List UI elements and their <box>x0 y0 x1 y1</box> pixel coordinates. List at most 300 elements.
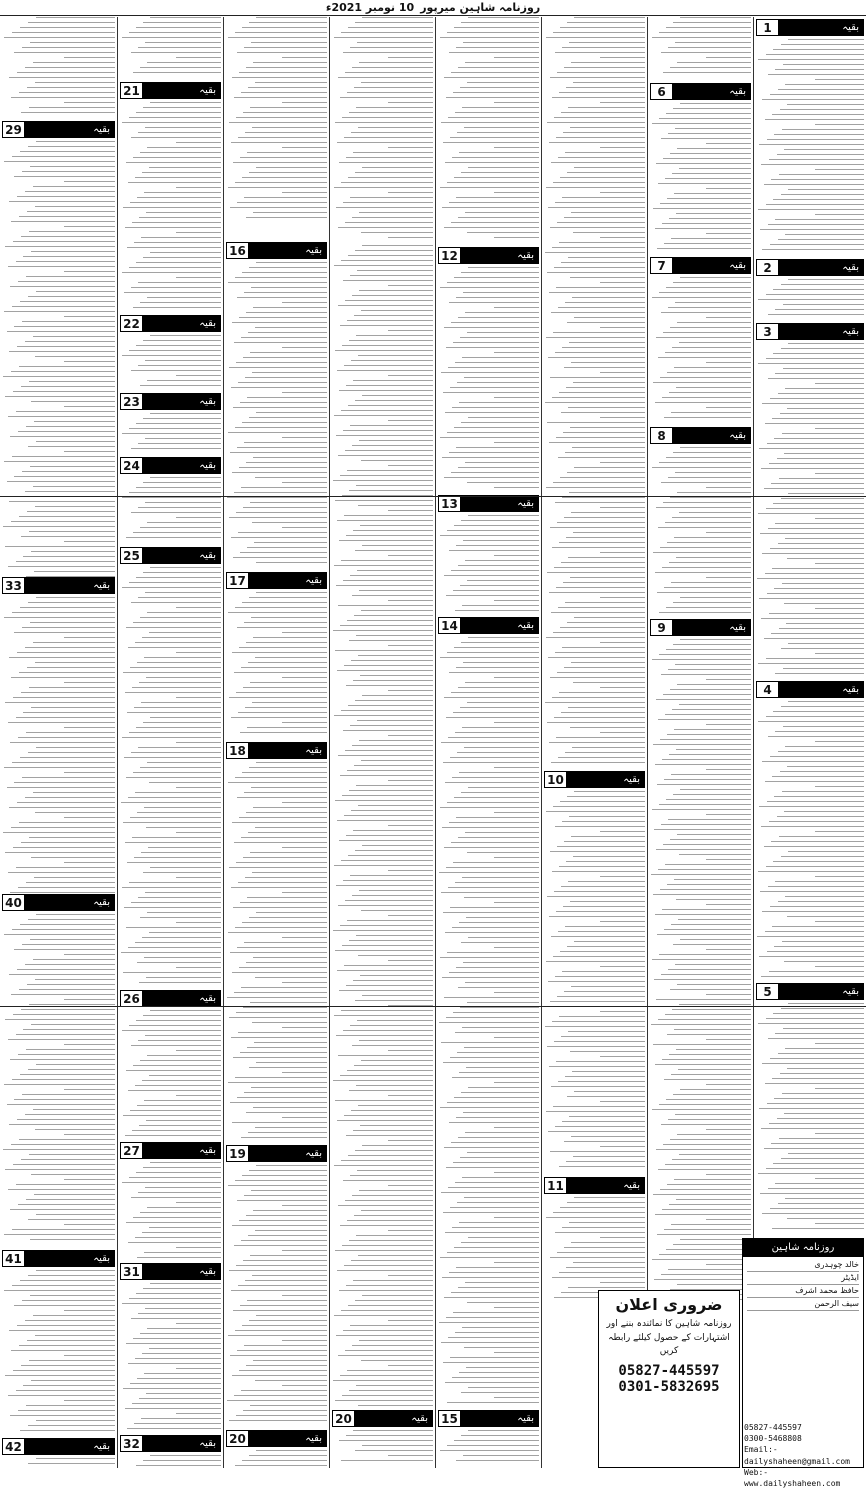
text-line <box>253 62 327 63</box>
text-line <box>768 886 864 887</box>
text-line <box>468 937 539 938</box>
text-line <box>339 1290 433 1291</box>
text-line <box>30 939 115 940</box>
text-line <box>468 267 539 268</box>
text-line <box>228 932 327 933</box>
text-line <box>571 362 645 363</box>
text-line <box>549 442 645 443</box>
text-line <box>256 167 327 168</box>
block-number: 13 <box>439 496 461 511</box>
text-line <box>243 112 327 113</box>
text-line <box>568 257 645 258</box>
text-line <box>140 385 221 386</box>
text-line <box>249 22 327 23</box>
text-line <box>467 702 539 703</box>
text-line <box>764 1148 864 1149</box>
text-line <box>664 929 751 930</box>
text-line <box>357 1020 433 1021</box>
text-line <box>249 417 327 418</box>
text-line <box>455 882 539 883</box>
text-line <box>361 460 433 461</box>
text-line <box>788 643 864 644</box>
text-line <box>767 951 864 952</box>
text-line <box>672 709 751 710</box>
text-line <box>562 1227 645 1228</box>
text-line <box>815 124 864 125</box>
text-block <box>120 17 221 79</box>
text-line <box>128 1242 221 1243</box>
text-line <box>659 1104 751 1105</box>
text-line <box>256 1062 327 1063</box>
text-line <box>454 427 539 428</box>
block-header <box>438 495 539 512</box>
block-label: بقیہ <box>25 895 114 910</box>
text-line <box>355 400 433 401</box>
text-line <box>252 1022 327 1023</box>
text-line <box>176 57 221 58</box>
text-line <box>462 1027 539 1028</box>
text-line <box>571 512 645 513</box>
text-line <box>456 197 539 198</box>
text-line <box>660 1189 751 1190</box>
text-line <box>147 1207 221 1208</box>
text-line <box>146 212 221 213</box>
text-line <box>673 452 751 453</box>
text-line <box>245 377 327 378</box>
text-block <box>120 567 221 989</box>
text-line <box>675 128 751 129</box>
text-line <box>238 382 327 383</box>
text-line <box>359 1040 433 1041</box>
text-line <box>234 492 327 493</box>
text-line <box>256 262 327 263</box>
text-line <box>774 588 864 589</box>
text-line <box>561 1036 645 1037</box>
text-line <box>362 1445 433 1446</box>
text-line <box>441 1342 539 1343</box>
text-line <box>783 668 864 669</box>
text-line <box>140 527 221 528</box>
text-line <box>772 776 864 777</box>
text-line <box>356 1235 433 1236</box>
text-line <box>23 256 115 257</box>
text-line <box>661 974 751 975</box>
text-line <box>340 475 433 476</box>
text-line <box>236 862 327 863</box>
text-line <box>460 1007 539 1008</box>
text-line <box>147 297 221 298</box>
text-line <box>248 332 327 333</box>
text-line <box>31 857 115 858</box>
text-line <box>564 991 645 992</box>
text-line <box>139 217 221 218</box>
block-number: 20 <box>227 1431 249 1446</box>
text-line <box>659 462 751 463</box>
text-line <box>447 1445 539 1446</box>
text-line <box>453 1012 539 1013</box>
text-line <box>766 508 864 509</box>
text-line <box>29 231 115 232</box>
text-line <box>33 62 115 63</box>
text-line <box>706 1174 751 1175</box>
text-block <box>226 1450 327 1468</box>
text-line <box>250 852 327 853</box>
text-line <box>131 512 221 513</box>
text-line <box>227 497 327 498</box>
text-line <box>238 137 327 138</box>
text-line <box>345 222 433 223</box>
text-line <box>176 697 221 698</box>
text-line <box>138 747 221 748</box>
text-line <box>346 1435 433 1436</box>
text-line <box>248 1235 327 1236</box>
text-line <box>251 287 327 288</box>
text-line <box>766 1018 864 1019</box>
text-line <box>547 122 645 123</box>
text-line <box>569 1116 645 1117</box>
text-line <box>662 1059 751 1060</box>
text-line <box>25 964 115 965</box>
text-block <box>120 335 221 391</box>
footer-web[interactable]: Web:-www.dailyshaheen.com <box>744 1467 841 1488</box>
text-block <box>756 39 864 257</box>
text-line <box>231 387 327 388</box>
text-line <box>362 1145 433 1146</box>
text-line <box>235 32 327 33</box>
block-header <box>650 257 751 274</box>
text-line <box>349 340 433 341</box>
text-line <box>456 545 539 546</box>
text-line <box>339 1440 433 1441</box>
text-line <box>494 992 539 993</box>
text-line <box>122 1030 221 1031</box>
text-line <box>349 490 433 491</box>
text-line <box>453 1312 539 1313</box>
text-line <box>139 982 221 983</box>
text-line <box>555 976 645 977</box>
text-line <box>600 1101 645 1102</box>
text-line <box>457 1202 539 1203</box>
text-line <box>551 762 645 763</box>
block-header <box>120 1435 221 1452</box>
text-line <box>19 92 115 93</box>
text-line <box>64 181 115 182</box>
text-line <box>447 802 539 803</box>
text-line <box>658 183 751 184</box>
text-line <box>27 1340 115 1341</box>
text-line <box>677 322 751 323</box>
text-line <box>663 332 751 333</box>
text-line <box>145 438 221 439</box>
text-line <box>36 291 115 292</box>
text-line <box>129 428 221 429</box>
text-line <box>242 1325 327 1326</box>
text-line <box>673 944 751 945</box>
text-line <box>562 1121 645 1122</box>
text-line <box>557 672 645 673</box>
text-line <box>227 1400 327 1401</box>
text-line <box>550 527 645 528</box>
block-number: 27 <box>121 1143 143 1158</box>
text-line <box>546 187 645 188</box>
text-line <box>788 851 864 852</box>
text-line <box>336 1035 433 1036</box>
text-line <box>231 142 327 143</box>
text-line <box>673 282 751 283</box>
text-line <box>176 277 221 278</box>
text-line <box>453 92 539 93</box>
text-line <box>782 129 864 130</box>
text-line <box>566 537 645 538</box>
text-line <box>564 1247 645 1248</box>
text-line <box>128 947 221 948</box>
text-line <box>176 832 221 833</box>
text-line <box>679 704 751 705</box>
text-line <box>766 866 864 867</box>
text-line <box>242 272 327 273</box>
text-line <box>228 612 327 613</box>
text-line <box>663 72 751 73</box>
text-line <box>64 817 115 818</box>
text-line <box>9 501 115 502</box>
text-line <box>229 697 327 698</box>
text-line <box>344 1265 433 1266</box>
text-line <box>676 213 751 214</box>
text-line <box>674 367 751 368</box>
text-line <box>347 1070 433 1071</box>
text-line <box>565 752 645 753</box>
text-line <box>555 202 645 203</box>
block-number: 15 <box>439 1411 461 1426</box>
text-line <box>362 845 433 846</box>
text-line <box>240 902 327 903</box>
text-line <box>361 1360 433 1361</box>
horizontal-rule <box>0 1006 866 1007</box>
text-line <box>241 1240 327 1241</box>
text-line <box>449 302 539 303</box>
text-line <box>129 32 221 33</box>
text-line <box>465 212 539 213</box>
text-line <box>9 1330 115 1331</box>
block-number: 20 <box>333 1411 355 1426</box>
text-line <box>778 89 864 90</box>
text-line <box>352 1345 433 1346</box>
text-line <box>555 52 645 53</box>
text-line <box>241 1137 327 1138</box>
text-line <box>139 1125 221 1126</box>
text-line <box>456 1117 539 1118</box>
text-line <box>450 137 539 138</box>
text-block <box>120 477 221 545</box>
text-line <box>249 1170 327 1171</box>
text-line <box>559 692 645 693</box>
text-line <box>14 476 115 477</box>
text-line <box>237 447 327 448</box>
text-line <box>231 537 327 538</box>
text-line <box>22 627 115 628</box>
footer-email[interactable]: Email:-dailyshaheen@gmail.com <box>744 1445 850 1466</box>
text-line <box>124 292 221 293</box>
text-line <box>660 889 751 890</box>
chief-editor: خالد چوہدری <box>747 1259 859 1272</box>
text-line <box>675 302 751 303</box>
text-line <box>546 1111 645 1112</box>
text-line <box>126 777 221 778</box>
text-line <box>465 1282 539 1283</box>
text-line <box>769 1123 864 1124</box>
text-line <box>347 620 433 621</box>
text-line <box>460 707 539 708</box>
text-line <box>31 1174 115 1175</box>
text-line <box>446 1317 539 1318</box>
text-line <box>138 897 221 898</box>
text-line <box>229 1270 327 1271</box>
text-line <box>143 1288 221 1289</box>
text-line <box>451 1292 539 1293</box>
text-line <box>657 934 751 935</box>
text-line <box>552 547 645 548</box>
text-line <box>346 835 433 836</box>
text-line <box>461 942 539 943</box>
text-line <box>450 907 539 908</box>
text-line <box>339 390 433 391</box>
text-line <box>333 1080 433 1081</box>
text-line <box>563 582 645 583</box>
text-line <box>565 452 645 453</box>
text-line <box>19 1345 115 1346</box>
text-line <box>35 206 115 207</box>
text-line <box>668 669 751 670</box>
text-line <box>149 1227 221 1228</box>
text-line <box>22 471 115 472</box>
text-line <box>458 467 539 468</box>
text-line <box>350 1325 433 1326</box>
block-label: بقیہ <box>25 1439 114 1454</box>
text-line <box>5 702 115 703</box>
text-line <box>135 1237 221 1238</box>
text-line <box>241 487 327 488</box>
text-line <box>661 1274 751 1275</box>
text-line <box>655 1064 751 1065</box>
text-line <box>557 72 645 73</box>
text-line <box>769 463 864 464</box>
text-line <box>661 482 751 483</box>
text-line <box>140 917 221 918</box>
text-line <box>341 182 433 183</box>
text-line <box>664 417 751 418</box>
text-line <box>336 1335 433 1336</box>
text-line <box>670 689 751 690</box>
text-line <box>336 585 433 586</box>
text-line <box>36 914 115 915</box>
text-line <box>674 1029 751 1030</box>
text-line <box>452 407 539 408</box>
text-line <box>388 1320 433 1321</box>
text-line <box>136 1293 221 1294</box>
text-line <box>25 341 115 342</box>
text-line <box>143 107 221 108</box>
text-line <box>652 37 751 38</box>
text-line <box>149 1348 221 1349</box>
text-line <box>463 292 539 293</box>
text-line <box>652 467 751 468</box>
text-line <box>31 251 115 252</box>
text-line <box>676 387 751 388</box>
text-line <box>759 806 864 807</box>
text-line <box>669 754 751 755</box>
text-line <box>781 1158 864 1159</box>
text-block <box>226 592 327 740</box>
text-line <box>243 1410 327 1411</box>
text-line <box>706 994 751 995</box>
text-line <box>352 745 433 746</box>
text-line <box>25 647 115 648</box>
text-line <box>775 523 864 524</box>
text-line <box>143 340 221 341</box>
text-line <box>19 366 115 367</box>
text-line <box>252 702 327 703</box>
text-line <box>125 1408 221 1409</box>
text-line <box>785 84 864 85</box>
text-line <box>227 997 327 998</box>
text-line <box>142 172 221 173</box>
text-line <box>234 1395 327 1396</box>
text-line <box>333 930 433 931</box>
text-line <box>552 97 645 98</box>
text-line <box>238 882 327 883</box>
text-line <box>456 817 539 818</box>
text-line <box>706 143 751 144</box>
text-line <box>340 1375 433 1376</box>
text-line <box>135 1358 221 1359</box>
text-line <box>449 1122 539 1123</box>
text-line <box>335 650 433 651</box>
text-line <box>253 307 327 308</box>
text-line <box>237 1200 327 1201</box>
text-line <box>761 618 864 619</box>
text-line <box>145 1308 221 1309</box>
text-line <box>244 47 327 48</box>
block-header <box>226 1430 327 1447</box>
text-line <box>775 69 864 70</box>
text-line <box>815 518 864 519</box>
block-number: 14 <box>439 618 461 633</box>
block-label: بقیہ <box>25 1251 114 1266</box>
text-line <box>176 1368 221 1369</box>
text-line <box>247 547 327 548</box>
text-line <box>566 1161 645 1162</box>
text-line <box>761 164 864 165</box>
text-line <box>451 222 539 223</box>
text-line <box>137 812 221 813</box>
block-label: بقیہ <box>673 428 750 443</box>
text-line <box>451 472 539 473</box>
text-line <box>239 72 327 73</box>
text-line <box>122 272 221 273</box>
text-line <box>19 989 115 990</box>
text-line <box>767 443 864 444</box>
text-line <box>771 179 864 180</box>
text-line <box>388 1275 433 1276</box>
text-line <box>333 1380 433 1381</box>
text-line <box>659 32 751 33</box>
text-line <box>18 1054 115 1055</box>
text-line <box>235 777 327 778</box>
text-line <box>574 941 645 942</box>
text-line <box>129 1177 221 1178</box>
text-line <box>451 1142 539 1143</box>
text-line <box>345 450 433 451</box>
